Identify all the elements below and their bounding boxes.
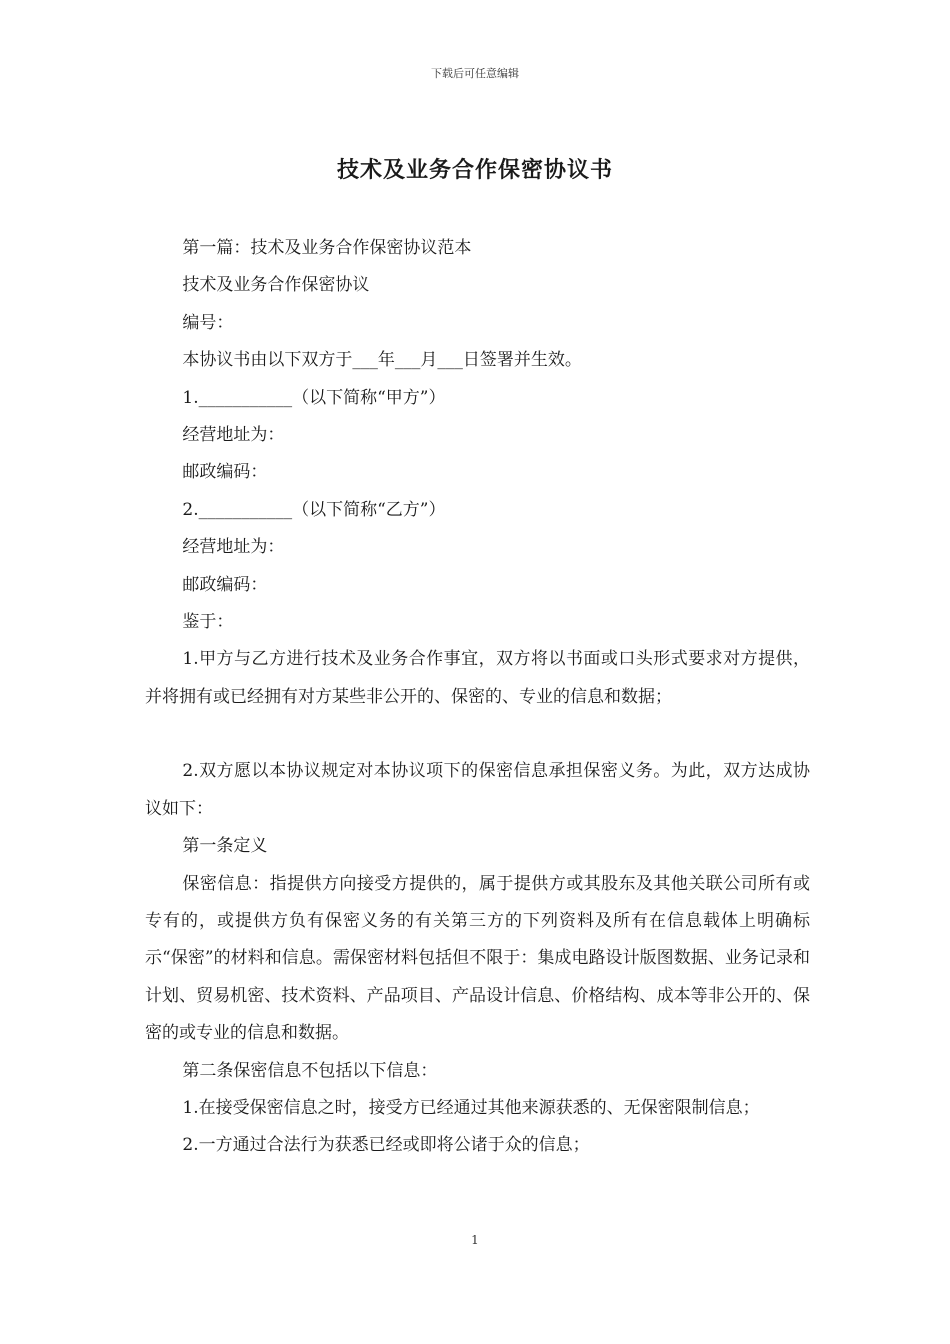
paragraph-part-heading: 第一篇：技术及业务合作保密协议范本 xyxy=(182,238,472,258)
paragraph-recital-1: 1.甲方与乙方进行技术及业务合作事宜，双方将以书面或口头形式要求对方提供，并将拥有或已经拥有对方某些非公开的、保密的、专业的信息和数据； xyxy=(145,649,810,707)
paragraph-whereas: 鉴于： xyxy=(182,612,234,633)
paragraph-article-1-heading: 第一条定义 xyxy=(182,836,268,857)
paragraph-party-b: 2.___________（以下简称“乙方”） xyxy=(182,499,446,520)
paragraph-exclusion-1: 1.在接受保密信息之时，接受方已经通过其他来源获悉的、无保密限制信息； xyxy=(182,1097,760,1118)
paragraph-signing-date: 本协议书由以下双方于___年___月___日签署并生效。 xyxy=(182,350,582,371)
paragraph-confidential-info-definition: 保密信息：指提供方向接受方提供的，属于提供方或其股东及其他关联公司所有或专有的，或提供方负有保密义务的有关第三方的下列资料及所有在信息载体上明确标示“保密”的材料和信息。需保密材料包括但不限于：集成电路设计版图数据、业务记录和计划、贸易机密、技术资料、产品项目、产品设计信息、价格结构、成本等非公开的、保密的或专业的信息和数据。 xyxy=(145,873,810,1044)
paragraph-party-a-address: 经营地址为： xyxy=(182,425,285,446)
paragraph-serial-number: 编号： xyxy=(182,312,234,333)
page-header-note: 下载后可任意编辑 xyxy=(431,67,519,80)
page-number: 1 xyxy=(471,1233,479,1247)
paragraph-party-a-postcode: 邮政编码： xyxy=(182,462,268,483)
paragraph-exclusion-2: 2.一方通过合法行为获悉已经或即将公诸于众的信息； xyxy=(182,1135,590,1156)
paragraph-recital-2: 2.双方愿以本协议规定对本协议项下的保密信息承担保密义务。为此，双方达成协议如下： xyxy=(145,761,810,819)
document-body xyxy=(145,230,810,1165)
paragraph-party-b-postcode: 邮政编码： xyxy=(182,574,268,595)
document-title: 技术及业务合作保密协议书 xyxy=(336,158,613,183)
paragraph-agreement-name: 技术及业务合作保密协议 xyxy=(182,275,370,296)
paragraph-party-b-address: 经营地址为： xyxy=(182,537,285,558)
paragraph-article-2-heading: 第二条保密信息不包括以下信息： xyxy=(182,1060,438,1081)
paragraph-party-a: 1.___________（以下简称“甲方”） xyxy=(182,387,446,408)
